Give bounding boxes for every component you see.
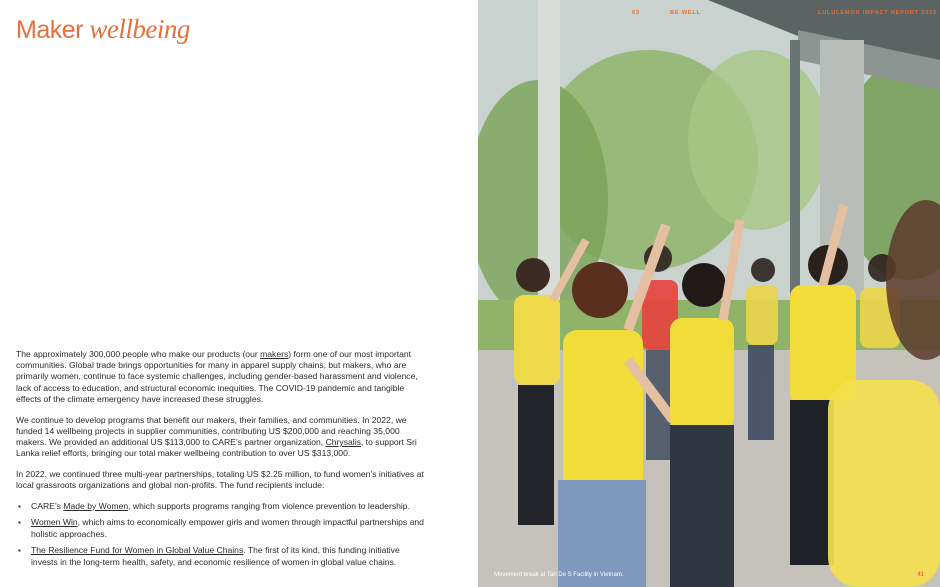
list-item (16, 501, 426, 512)
page-title (16, 14, 190, 45)
photo-caption: Movement break at Tan De S Facility in Vietnam. (494, 572, 624, 578)
bullet-icon: ▪ (18, 501, 21, 511)
paragraph-2-text-b: , to support Sri Lanka relief efforts, bringing our total maker wellbeing contribution to over US $313,000. (16, 436, 417, 459)
paragraph-1 (16, 349, 426, 405)
women-win-link[interactable]: Women Win (31, 517, 78, 528)
resilience-fund-link[interactable]: The Resilience Fund for Women in Global Value Chains (31, 545, 244, 556)
paragraph-3: In 2022, we continued three multi-year partnerships, totaling US $2.25 million, to fund women’s initiatives at local grassroots organizations and global non-profits. The fund recipients include: (16, 468, 424, 491)
bullet-icon: ▪ (18, 518, 21, 528)
made-by-women-link[interactable]: Made by Women (63, 500, 129, 511)
paragraph-2-text-a: We continue to develop programs that benefit our makers, their families, and communities. In 2022, we funded 14 wellbeing projects in supplier communities, contributing US $200,000 and reaching 35,000 makers. We provided an additional US $113,000 to CARE’s partner organization, (16, 414, 407, 447)
bullet-icon: ▪ (18, 546, 21, 556)
fund-recipients-list (16, 501, 426, 568)
makers-link[interactable]: makers (260, 349, 289, 359)
list-item (16, 545, 426, 567)
paragraph-2 (16, 415, 426, 460)
section-label: BE WELL (670, 10, 701, 16)
list-item-text-a: CARE’s (31, 500, 64, 511)
chrysalis-link[interactable]: Chrysalis (325, 436, 361, 447)
list-item-text-b: . The first of its kind, this funding initiative invests in the long-term health, safety, and economic resilience of women in global value chains. (31, 545, 400, 567)
paragraph-1-text-b: ) form one of our most important communities. Global trade brings opportunities for many in apparel supply chains, but makers, who are primarily women, continue to face systemic challenges, including gender-based harassment and violence, lack of access to education, and structural economic inequities. The COVID-19 pandemic and tangible effects of the climate emergency have increased these struggles. (16, 349, 418, 404)
page-number: 41 (917, 572, 924, 578)
title-plain: Maker (16, 16, 83, 44)
movement-break-photo (478, 0, 940, 587)
body-text (16, 349, 426, 573)
title-italic: wellbeing (89, 14, 190, 44)
page-section-number: 03 (632, 10, 640, 16)
list-item-text-b: , which supports programs ranging from violence prevention to leadership. (128, 500, 410, 511)
list-item-text-b: , which aims to economically empower girls and women through impactful partnerships and holistic approaches. (31, 517, 424, 539)
list-item (16, 517, 426, 539)
paragraph-1-text-a: The approximately 300,000 people who make our products (our (16, 349, 261, 359)
photo-panel (478, 0, 940, 587)
report-label: LULULEMON IMPACT REPORT 2022 (818, 10, 937, 16)
